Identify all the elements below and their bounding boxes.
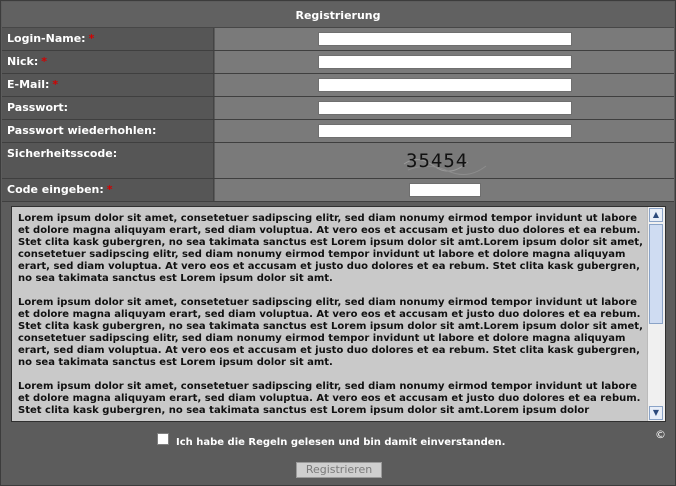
password-label: Passwort: — [7, 101, 69, 114]
chevron-up-icon[interactable]: ▲ — [649, 208, 663, 222]
rules-paragraph: Lorem ipsum dolor sit amet, consetetuer sadipscing elitr, sed diam nonumy eirmod tempor invidunt ut labore et dolore magna aliquyam erart, sed diam voluptua. At vero eos et accusam et justo duo dolores et ea rebum. Stet clita kask gubergren, no sea takimata sanctus est Lorem ipsum dolor sit amt.Lorem ipsum dolor sit amet, consetetuer sadipscing elitr, sed diam nonumy eirmod tempor invidunt ut labore et dolore magna aliquyam erart, sed diam voluptua. At vero eos et accusam et justo duo dolores et ea rebum. Stet clita kask gubergren, no sea takimata sanctus est Lorem ipsum dolor sit amt. — [18, 297, 643, 368]
form-title: Registrierung — [2, 2, 674, 28]
password-repeat-input[interactable] — [318, 124, 572, 138]
row-password — [2, 97, 674, 120]
agree-checkbox[interactable] — [157, 433, 169, 445]
register-button[interactable]: Registrieren — [296, 462, 382, 478]
captcha-text: 35454 — [406, 150, 469, 172]
email-label: E-Mail: — [7, 78, 50, 91]
row-captcha — [2, 143, 674, 179]
rules-scrollbar[interactable] — [647, 207, 665, 421]
row-password-repeat — [2, 120, 674, 143]
row-code — [2, 179, 674, 202]
copyright-symbol: © — [655, 428, 666, 441]
code-label: Code eingeben: — [7, 183, 104, 196]
required-marker: * — [88, 32, 95, 45]
rules-text — [18, 213, 643, 422]
login-name-label: Login-Name: — [7, 32, 86, 45]
required-marker: * — [52, 78, 59, 91]
password-repeat-label: Passwort wiederhohlen: — [7, 124, 157, 137]
required-marker: * — [106, 183, 113, 196]
captcha-label: Sicherheitsscode: — [7, 147, 118, 160]
agree-label[interactable]: Ich habe die Regeln gelesen und bin damit einverstanden. — [176, 437, 506, 448]
code-input[interactable] — [409, 183, 481, 197]
nick-input[interactable] — [318, 55, 572, 69]
email-input[interactable] — [318, 78, 572, 92]
rules-paragraph: Lorem ipsum dolor sit amet, consetetuer sadipscing elitr, sed diam nonumy eirmod tempor invidunt ut labore et dolore magna aliquyam erart, sed diam voluptua. At vero eos et accusam et justo duo dolores et ea rebum. Stet clita kask gubergren, no sea takimata sanctus est Lorem ipsum dolor sit amt.Lorem ipsum dolor — [18, 381, 641, 416]
rules-paragraph: Lorem ipsum dolor sit amet, consetetuer sadipscing elitr, sed diam nonumy eirmod tempor invidunt ut labore et dolore magna aliquyam erart, sed diam voluptua. At vero eos et accusam et justo duo dolores et ea rebum. Stet clita kask gubergren, no sea takimata sanctus est Lorem ipsum dolor sit amt.Lorem ipsum dolor sit amet, consetetuer sadipscing elitr, sed diam nonumy eirmod tempor invidunt ut labore et dolore magna aliquyam erart, sed diam voluptua. At vero eos et accusam et justo duo dolores et ea rebum. Stet clita kask gubergren, no sea takimata sanctus est Lorem ipsum dolor sit amt. — [18, 213, 643, 284]
nick-label: Nick: — [7, 55, 39, 68]
scrollbar-thumb[interactable] — [649, 224, 663, 324]
chevron-down-icon[interactable]: ▼ — [649, 406, 663, 420]
required-marker: * — [41, 55, 47, 68]
captcha-image — [398, 144, 490, 177]
rules-textbox[interactable] — [11, 206, 666, 422]
row-login-name — [2, 28, 674, 51]
login-name-input[interactable] — [318, 32, 572, 46]
row-nick — [2, 51, 674, 74]
password-input[interactable] — [318, 101, 572, 115]
row-email — [2, 74, 674, 97]
